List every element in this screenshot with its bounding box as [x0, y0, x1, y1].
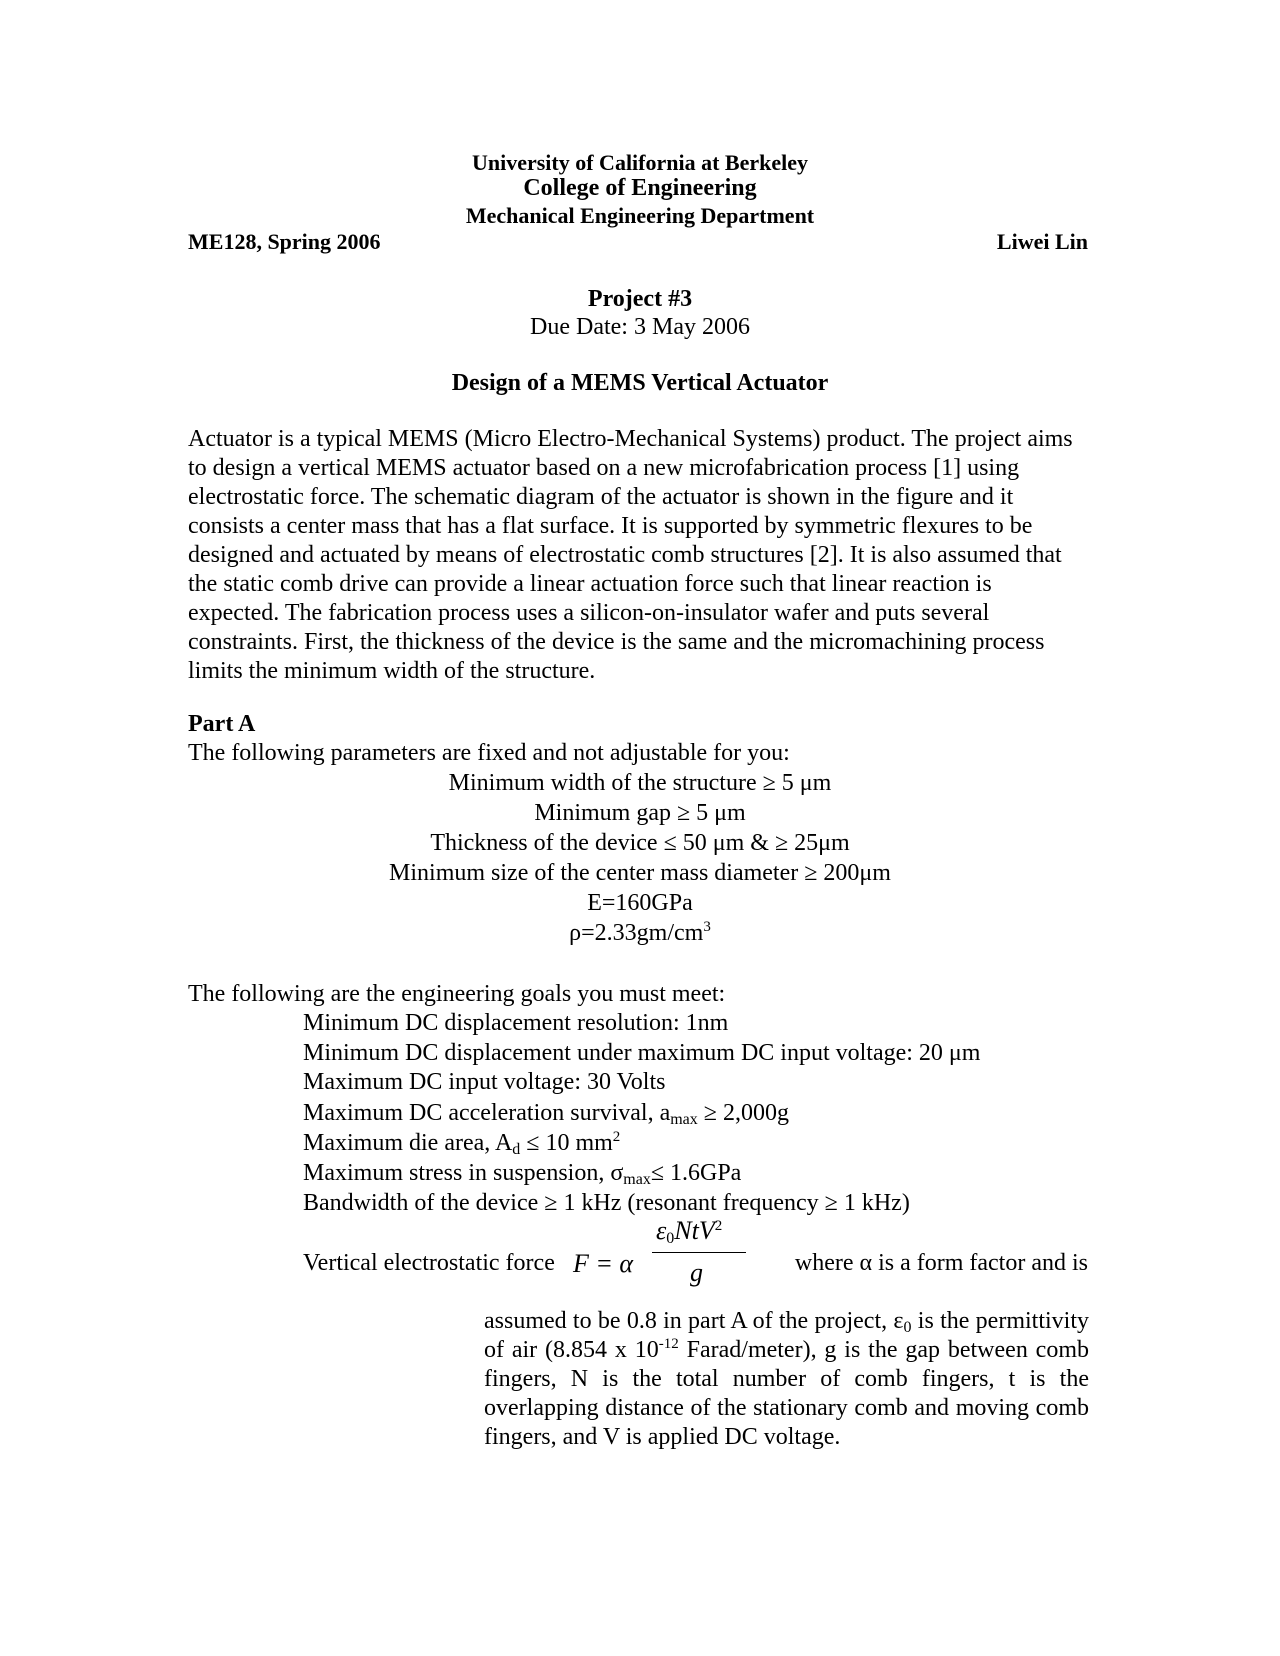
- param-density-exponent: 3: [703, 919, 711, 935]
- goal-acceleration-post: ≥ 2,000g: [697, 1100, 789, 1126]
- goal-stress-post: ≤ 1.6GPa: [650, 1160, 742, 1186]
- goal-stress: [303, 1160, 741, 1187]
- force-description-p2: is the permittivity of air (8.854 x 10: [484, 1308, 1089, 1363]
- force-numerator: [656, 1216, 722, 1246]
- goal-voltage: Maximum DC input voltage: 30 Volts: [303, 1069, 666, 1095]
- goal-acceleration-pre: Maximum DC acceleration survival, a: [303, 1100, 671, 1126]
- goals-intro: The following are the engineering goals you must meet:: [188, 981, 726, 1007]
- force-where: where α is a form factor and is: [794, 1250, 1088, 1276]
- goal-displacement: Minimum DC displacement under maximum DC input voltage: 20 μm: [303, 1040, 981, 1066]
- force-label: Vertical electrostatic force: [303, 1250, 555, 1276]
- college-name: College of Engineering: [523, 175, 757, 201]
- goal-resolution: Minimum DC displacement resolution: 1nm: [303, 1010, 729, 1036]
- force-lhs: F = α: [573, 1249, 634, 1278]
- goal-die-area-sub: d: [512, 1141, 521, 1158]
- force-description-sup: -12: [658, 1336, 679, 1352]
- goal-die-area-pre: Maximum die area, A: [303, 1130, 513, 1156]
- param-center-mass: Minimum size of the center mass diameter ≥ 200μm: [389, 860, 891, 886]
- intro-paragraph: Actuator is a typical MEMS (Micro Electro-Mechanical Systems) product. The project aims to design a vertical MEMS actuator based on a new microfabrication process [1] using electrostatic force. The schematic diagram of the actuator is shown in the figure and it consists a center mass that has a flat surface. It is supported by symmetric flexures to be designed and actuated by means of electrostatic comb structures [2]. It is also assumed that the static comb drive can provide a linear actuation force such that linear reaction is expected. The fabrication process uses a silicon-on-insulator wafer and puts several constraints. First, the thickness of the device is the same and the micromachining process limits the minimum width of the structure.: [188, 426, 1073, 684]
- param-min-width: Minimum width of the structure ≥ 5 μm: [448, 770, 832, 796]
- due-date: Due Date: 3 May 2006: [530, 314, 750, 340]
- param-min-gap: Minimum gap ≥ 5 μm: [534, 800, 746, 826]
- goal-die-area-mid: ≤ 10 mm: [520, 1130, 613, 1156]
- university-name: University of California at Berkeley: [471, 150, 809, 175]
- force-numerator-sub: 0: [666, 1230, 675, 1247]
- param-density-text: ρ=2.33gm/cm: [569, 920, 704, 946]
- document-subject: Design of a MEMS Vertical Actuator: [451, 370, 829, 396]
- goal-acceleration-sub: max: [670, 1111, 698, 1128]
- param-youngs-modulus: E=160GPa: [587, 890, 693, 916]
- force-description-p3: Farad/meter), g is the gap between comb fingers, N is the total number of comb fingers, t is the overlapping distance of the stationary comb and moving comb fingers, and V is applied DC voltage.: [484, 1337, 1090, 1450]
- force-denominator: g: [690, 1258, 703, 1287]
- param-density: [0, 920, 1280, 947]
- param-thickness: Thickness of the device ≤ 50 μm & ≥ 25μm: [430, 830, 850, 856]
- fixed-params-intro: The following parameters are fixed and not adjustable for you:: [188, 740, 790, 766]
- force-description-p1: assumed to be 0.8 in part A of the project, ε: [484, 1308, 904, 1334]
- force-description-sub: 0: [903, 1319, 912, 1336]
- goal-stress-pre: Maximum stress in suspension, σ: [303, 1160, 624, 1186]
- project-title: Project #3: [587, 286, 693, 312]
- instructor-name: Liwei Lin: [996, 229, 1088, 254]
- goal-stress-sub: max: [623, 1171, 651, 1188]
- goal-die-area-sup: 2: [612, 1129, 621, 1145]
- force-numerator-sup: 2: [714, 1218, 723, 1234]
- force-numerator-epsilon: ε: [656, 1216, 667, 1245]
- department-name: Mechanical Engineering Department: [465, 203, 815, 228]
- force-description: [484, 1307, 1089, 1452]
- goal-bandwidth: Bandwidth of the device ≥ 1 kHz (resonant frequency ≥ 1 kHz): [303, 1190, 910, 1216]
- force-numerator-rest: NtV: [674, 1216, 715, 1245]
- goal-die-area: [303, 1130, 620, 1157]
- part-a-heading: Part A: [188, 711, 256, 737]
- course-label: ME128, Spring 2006: [188, 229, 381, 254]
- fraction-bar: [652, 1252, 746, 1253]
- goal-acceleration: [303, 1100, 789, 1127]
